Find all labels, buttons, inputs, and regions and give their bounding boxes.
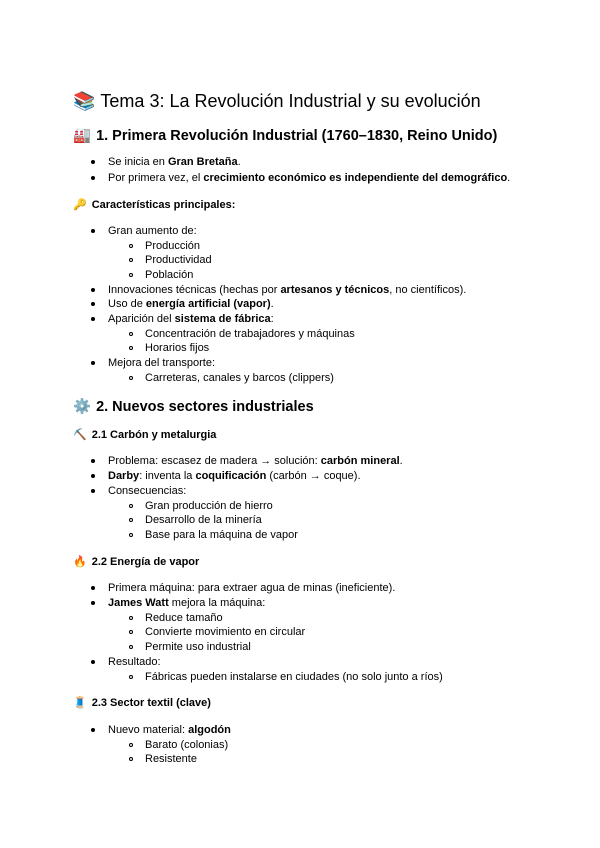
sub-list-item: Permite uso industrial — [145, 641, 251, 653]
list-item-bold: artesanos y técnicos — [280, 284, 390, 296]
bullet — [91, 459, 95, 463]
list-item: Resultado: — [108, 656, 161, 668]
sub-list-item: Reduce tamaño — [145, 612, 223, 624]
list-item-bold: sistema de fábrica — [174, 313, 271, 325]
sub-list-item: Horarios fijos — [145, 342, 210, 354]
list-item: Gran aumento de: — [108, 225, 197, 237]
sub-list-item: Base para la máquina de vapor — [145, 529, 298, 541]
list-item-text: Uso de — [108, 298, 146, 310]
section-2-3-heading-text: 2.3 Sector textil (clave) — [91, 697, 211, 709]
bullet — [91, 288, 95, 292]
list-item-bold: Gran Bretaña — [167, 156, 238, 168]
list-item-text: Se inicia en — [108, 156, 168, 168]
sub-bullet — [129, 743, 133, 747]
sub-bullet — [129, 757, 133, 761]
sub-list-item: Producción — [145, 240, 201, 252]
list-item — [108, 469, 361, 483]
sub-bullet — [129, 273, 133, 277]
list-item-text: Innovaciones técnicas (hechas por — [108, 284, 281, 296]
sub-list-item: Carreteras, canales y barcos (clippers) — [145, 372, 334, 384]
bullet — [91, 660, 95, 664]
fire-icon: 🔥 — [73, 556, 87, 568]
list-item — [108, 171, 510, 185]
list-item-text: . — [237, 156, 241, 168]
sub-bullet — [129, 645, 133, 649]
sub-list-item: Gran producción de hierro — [145, 500, 273, 512]
bullet — [91, 361, 95, 365]
list-item — [108, 312, 274, 326]
bullet — [91, 229, 95, 233]
list-item-text: . — [507, 172, 511, 184]
list-item-text: Aparición del — [108, 313, 175, 325]
list-item-bold: coquificación — [195, 470, 267, 482]
list-item-text: Por primera vez, el — [108, 172, 204, 184]
sub-bullet — [129, 630, 133, 634]
caracteristicas-heading — [73, 198, 235, 211]
section-2-1-heading — [73, 428, 216, 441]
bullet — [91, 728, 95, 732]
section-1-heading-text: 1. Primera Revolución Industrial (1760–1830, Reino Unido) — [96, 128, 498, 144]
sub-list-item: Desarrollo de la minería — [145, 514, 262, 526]
sub-bullet — [129, 376, 133, 380]
list-item-text: : — [270, 313, 274, 325]
list-item — [108, 283, 466, 297]
sub-list-item: Población — [145, 269, 194, 281]
list-item-bold: Darby — [108, 470, 140, 482]
factory-icon: 🏭 — [73, 128, 92, 144]
section-2-2-heading — [73, 555, 199, 568]
thread-icon: 🧵 — [73, 697, 87, 709]
caracteristicas-heading-text: Características principales: — [91, 199, 236, 211]
list-item — [108, 454, 403, 468]
sub-bullet — [129, 346, 133, 350]
section-2-heading — [73, 398, 314, 415]
sub-bullet — [129, 258, 133, 262]
sub-bullet — [129, 533, 133, 537]
list-item — [108, 596, 265, 610]
list-item-text: mejora la máquina: — [168, 597, 266, 609]
bullet — [91, 176, 95, 180]
bullet — [91, 489, 95, 493]
list-item-text: Nuevo material: — [108, 724, 189, 736]
bullet — [91, 586, 95, 590]
list-item-bold: crecimiento económico es independiente del demográfico — [203, 172, 508, 184]
sub-bullet — [129, 518, 133, 522]
bullet — [91, 160, 95, 164]
section-2-2-heading-text: 2.2 Energía de vapor — [91, 556, 200, 568]
sub-list-item: Resistente — [145, 753, 197, 765]
sub-list-item: Fábricas pueden instalarse en ciudades (no solo junto a ríos) — [145, 671, 443, 683]
list-item — [108, 723, 231, 737]
bullet — [91, 474, 95, 478]
sub-bullet — [129, 675, 133, 679]
sub-bullet — [129, 244, 133, 248]
bullet — [91, 601, 95, 605]
list-item-bold: James Watt — [108, 597, 169, 609]
list-item-bold: algodón — [188, 724, 231, 736]
list-item: Mejora del transporte: — [108, 357, 215, 369]
list-item-bold: carbón mineral — [320, 455, 400, 467]
sub-bullet — [129, 616, 133, 620]
section-1-heading — [73, 127, 497, 144]
section-2-1-heading-text: 2.1 Carbón y metalurgia — [91, 429, 217, 441]
sub-list-item: Concentración de trabajadores y máquinas — [145, 328, 355, 340]
section-2-3-heading — [73, 696, 211, 709]
sub-list-item: Convierte movimiento en circular — [145, 626, 306, 638]
bullet — [91, 302, 95, 306]
list-item — [108, 155, 241, 169]
page-title — [73, 91, 481, 112]
list-item-text: , no científicos). — [389, 284, 467, 296]
pick-icon: ⛏️ — [73, 429, 87, 441]
list-item — [108, 297, 274, 311]
list-item-text: . — [270, 298, 274, 310]
list-item: Consecuencias: — [108, 485, 187, 497]
gear-icon: ⚙️ — [73, 399, 92, 415]
list-item-text: : inventa la — [139, 470, 196, 482]
list-item: Primera máquina: para extraer agua de minas (ineficiente). — [108, 582, 396, 594]
sub-bullet — [129, 332, 133, 336]
list-item-text: Problema: escasez de madera → solución: — [108, 455, 321, 467]
list-item-text: . — [399, 455, 403, 467]
bullet — [91, 317, 95, 321]
section-2-heading-text: 2. Nuevos sectores industriales — [96, 399, 314, 415]
sub-list-item: Productividad — [145, 254, 212, 266]
books-icon: 📚 — [73, 91, 96, 111]
sub-list-item: Barato (colonias) — [145, 739, 229, 751]
key-icon: 🔑 — [73, 199, 87, 211]
list-item-text: (carbón → coque). — [266, 470, 361, 482]
sub-bullet — [129, 504, 133, 508]
list-item-bold: energía artificial (vapor) — [145, 298, 271, 310]
page-title-text: Tema 3: La Revolución Industrial y su evolución — [100, 91, 481, 111]
